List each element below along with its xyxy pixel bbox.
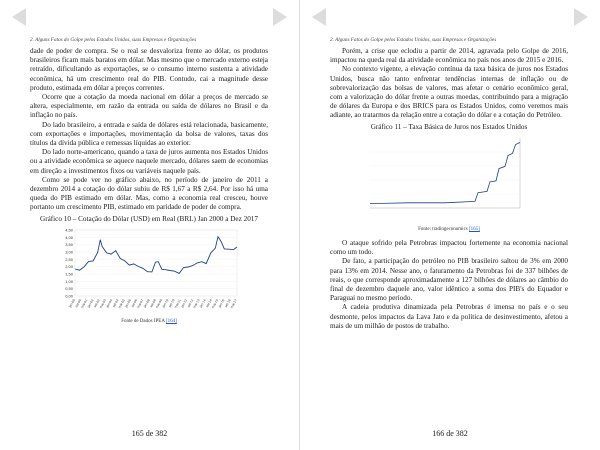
x-tick-label: jan-10	[161, 298, 170, 309]
dollar-real-chart	[57, 226, 241, 316]
page-body	[30, 47, 268, 326]
paragraph: A cadeia produtiva dinamizada pela Petrobras é imensa no país e o seu desmonte, pelos impactos da Lava Jato e da política de desinvestimento, afetou a mais de um milhão de postos de trabalho.	[330, 303, 568, 330]
x-tick-label: mai-13	[192, 298, 201, 309]
x-tick-label: mai-17	[229, 298, 238, 309]
y-tick-label: 1,00	[65, 278, 73, 284]
navbar	[0, 0, 299, 34]
paragraphs-top	[330, 47, 568, 121]
us-interest-rate-chart	[364, 134, 534, 224]
paragraph: O ataque sofrido pela Petrobras impactou fortemente na economia nacional como um todo.	[330, 239, 568, 257]
source-text: Fonte: tradingeconomics	[418, 226, 468, 232]
arrow-right-icon[interactable]	[267, 5, 291, 29]
x-tick-label: set-04	[111, 298, 120, 309]
paragraph: Porém, a crise que eclodiu a partir de 2014, agravada pelo Golpe de 2016, impactou na queda real da atividade econômica no país nos anos de 2015 e 2016.	[330, 47, 568, 65]
arrow-left-icon[interactable]	[8, 5, 32, 29]
x-tick-label: mai-03	[98, 298, 108, 309]
x-tick-label: jan-12	[180, 298, 189, 309]
paragraph: dade de poder de compra. Se o real se desvaloriza frente ao dólar, os produtos brasileiros ficam mais baratos em dólar. Mas mesmo que o mercado externo esteja retraído, dificultando as exportações, se o consumo interno sustenta a atividade econômica, há um crescimento real do PIB. Contudo, cai a magnitude desse produto, estimada em dólar a preços correntes.	[30, 47, 268, 92]
source-ref-link[interactable]: [165]	[468, 226, 480, 232]
x-tick-label: mai-01	[79, 298, 89, 309]
paragraph: Ocorre que a cotação da moeda nacional em dólar a preços de mercado se altera, especialmente, em razão da entrada ou saída de dólares no Brasil e da inflação no país.	[30, 93, 268, 120]
x-tick-label: jan-06	[124, 298, 132, 309]
paragraph: Do lado norte-americano, quando a taxa de juros aumenta nos Estados Unidos ou a atividade econômica se aquece naquele mercado, dólares saem de economias em direção a investimentos fixos ou variáveis naquele país.	[30, 148, 268, 175]
y-tick-label: 4,50	[65, 227, 73, 233]
paragraph: No contexto vigente, a elevação contínua da taxa básica de juros nos Estados Unidos, busca não tanto enfrentar tendências internas de inflação ou de sobrevalorização das bolsas de valores, mas afetar o cenário econômico geral, com a valorização do dólar frente a outras moedas, contribuindo para a migração de dólares da Europa e dos BRICS para os Estados Unidos, como veremos mais adiante, ao tratarmos da relação entre a cotação do dólar e a cotação do Petróleo.	[330, 65, 568, 120]
paragraph: Do lado brasileiro, a entrada e saída de dólares está relacionada, basicamente, com exportações e importações, movimentação da bolsa de valores, taxas dos títulos da dívida pública e remessas líquidas ao exterior.	[30, 120, 268, 148]
arrow-right-icon[interactable]	[568, 5, 592, 29]
x-tick-label: jan-02	[86, 298, 95, 309]
x-tick-label: jan-04	[105, 298, 114, 309]
y-tick-label: 3,00	[65, 249, 73, 255]
x-tick-label: set-16	[223, 298, 232, 309]
y-tick-label: 3,50	[65, 242, 73, 248]
figure-title: Gráfico 10 – Cotação do Dólar (USD) em Real (BRL) Jan 2000 a Dez 2017	[40, 214, 258, 223]
figure-source	[330, 225, 568, 234]
x-tick-label: mai-09	[154, 298, 164, 309]
x-tick-label: set-10	[167, 298, 176, 309]
x-tick-label: set-12	[186, 298, 195, 309]
paragraphs-bottom	[330, 239, 568, 331]
y-tick-label: 0,50	[65, 286, 73, 292]
x-tick-label: jan-00	[67, 298, 76, 309]
paragraph: De fato, a participação do petróleo no PIB brasileiro saltou de 3% em 2000 para 13% em 2014. Nesse ano, o faturamento da Petrobras foi de 337 bilhões de reais, o que corresponde aproximadamente a 127 bilhões de dólares ao câmbio do final de dezembro daquele ano, valor idêntico a soma dos PIB's do Equador e Paraguai no mesmo período.	[330, 257, 568, 303]
page-number: 166 de 382	[432, 429, 468, 438]
figure-source	[30, 317, 268, 326]
navbar	[300, 0, 600, 34]
x-tick-label: jan-08	[142, 298, 151, 309]
x-tick-label: mai-15	[210, 298, 220, 309]
page-body	[330, 47, 568, 331]
series-line	[370, 142, 520, 203]
y-tick-label: 2,50	[65, 256, 73, 262]
page-number: 165 de 382	[131, 429, 168, 438]
x-tick-label: set-14	[205, 298, 213, 309]
y-tick-label: 4,00	[65, 234, 73, 240]
paragraphs	[30, 47, 268, 213]
source-text: Fonte de Dados IPEA	[121, 318, 165, 324]
y-tick-label: 0,00	[65, 293, 73, 299]
y-tick-label: 2,00	[65, 264, 73, 270]
x-tick-label: set-00	[74, 298, 83, 309]
x-tick-label: mai-11	[173, 298, 182, 309]
x-tick-label: mai-07	[136, 298, 145, 309]
series-line	[75, 237, 237, 274]
y-tick-label: 1,50	[65, 271, 73, 277]
running-head: 2. Alguns Fatos do Golpe pelos Estados Unidos, suas Empresas e Organizações	[30, 37, 197, 43]
x-tick-label: mai-05	[117, 298, 126, 309]
figure-title: Gráfico 11 – Taxa Básica de Juros nos Estados Unidos	[370, 122, 528, 131]
right-page	[300, 0, 600, 450]
x-tick-label: jan-16	[217, 298, 226, 309]
x-tick-label: jan-14	[198, 298, 207, 309]
x-tick-label: set-08	[148, 298, 157, 309]
x-tick-label: set-02	[92, 298, 101, 309]
x-tick-label: set-06	[130, 298, 139, 309]
source-ref-link[interactable]: [164]	[165, 318, 177, 324]
paragraph: Como se pode ver no gráfico abaixo, no período de janeiro de 2011 a dezembro 2014 a cotação do dólar subiu de R$ 1,67 a R$ 2,64. Por isso há uma queda do PIB estimado em dólar. Mas, como a economia real cresceu, houve portanto um crescimento PIB, estimado em paridade de poder de compra.	[30, 175, 268, 212]
arrow-left-icon[interactable]	[308, 5, 332, 29]
running-head: 2. Alguns Fatos do Golpe pelos Estados Unidos, suas Empresas e Organizações	[330, 37, 497, 43]
